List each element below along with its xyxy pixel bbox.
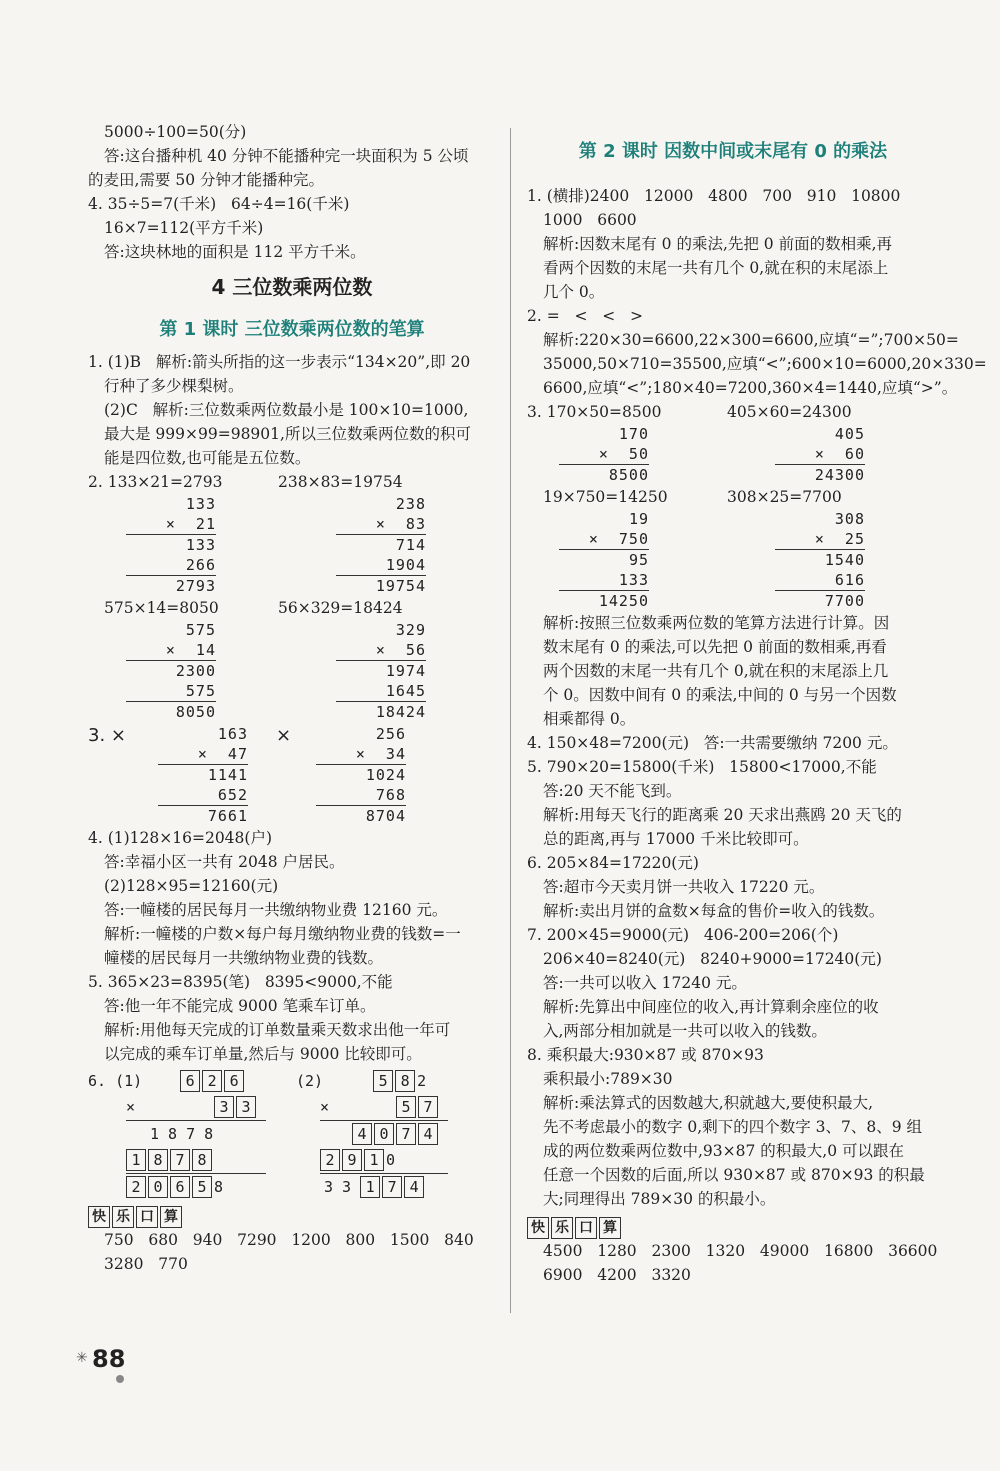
box-puzzle-row: [88, 1068, 496, 1200]
answer-line: 5. 365×23=8395(笔) 8395<9000,不能: [88, 973, 393, 991]
answer-line: 6600,应填“<”;180×40=7200,360×4=1440,应填“>”。: [543, 379, 958, 397]
box-row: [296, 1068, 486, 1094]
digit-box: 8: [148, 1149, 168, 1171]
equation: 405×60=24300: [727, 403, 852, 421]
answer-line: 6. 205×84=17220(元): [527, 854, 699, 872]
answer-line: 5. 790×20=15800(千米) 15800<17000,不能: [527, 758, 877, 776]
calc-line: 7700: [824, 592, 865, 610]
digit-box: 6: [224, 1070, 244, 1092]
tag-char: 算: [599, 1217, 621, 1239]
calc-line: × 750: [559, 529, 649, 550]
digit-box: 0: [374, 1123, 394, 1145]
calc-line: 1974: [385, 662, 426, 680]
tag-char: 口: [136, 1206, 158, 1228]
digit-box: 7: [170, 1149, 190, 1171]
calc-line: 575: [126, 681, 216, 702]
calc-line: 8050: [175, 703, 216, 721]
digit-box: 1: [364, 1149, 384, 1171]
calc-line: × 21: [126, 514, 216, 535]
equation: 308×25=7700: [727, 488, 842, 506]
digit-box: 5: [373, 1070, 393, 1092]
box-row: [126, 1147, 266, 1174]
answer-line: 解析:先算出中间座位的收入,再计算剩余座位的收: [543, 998, 879, 1016]
box-row: 1 8 7 8: [150, 1125, 214, 1143]
answer-line: 1000 6600: [543, 211, 637, 229]
answer-line: 入,两部分相加就是一共可以收入的钱数。: [543, 1022, 827, 1040]
calc-line: 1540: [824, 551, 865, 569]
question-number: 6. (1): [88, 1072, 143, 1090]
answer-line: 750 680 940 7290 1200 800 1500 840: [104, 1231, 474, 1249]
answer-line: 4. 150×48=7200(元) 答:一共需要缴纳 7200 元。: [527, 734, 898, 752]
calc-line: × 25: [775, 529, 865, 550]
answer-line: 206×40=8240(元) 8240+9000=17240(元): [543, 950, 882, 968]
digit-box: 9: [342, 1149, 362, 1171]
equation-row: [527, 485, 939, 509]
calc-line: × 83: [336, 514, 426, 535]
equation: 56×329=18424: [278, 599, 403, 617]
vertical-calc-row: [88, 724, 496, 826]
calc-line: × 56: [336, 640, 426, 661]
digit-box: 4: [404, 1176, 424, 1198]
digit-box: 3: [236, 1096, 256, 1118]
vertical-calculation: [316, 724, 406, 826]
times-sign: ×: [320, 1098, 330, 1116]
answer-line: 解析:按照三位数乘两位数的笔算方法进行计算。因: [543, 614, 890, 632]
box-row: [320, 1094, 448, 1121]
equation: 575×14=8050: [104, 599, 219, 617]
digit: 0: [386, 1151, 396, 1169]
answer-line: 8. 乘积最大:930×87 或 870×93: [527, 1046, 764, 1064]
answer-line: 先不考虑最小的数字 0,剩下的四个数字 3、7、8、9 组: [543, 1118, 923, 1136]
answer-line: 两个因数的末尾一共有几个 0,就在积的末尾添上几: [543, 662, 889, 680]
vertical-calculation: [559, 424, 649, 485]
answer-line: 解析:220×30=6600,22×300=6600,应填“=”;700×50=: [543, 331, 959, 349]
calc-line: 1645: [336, 681, 426, 702]
calc-line: 238: [395, 495, 426, 513]
calc-line: × 47: [158, 744, 248, 765]
answer-line: 大;同理得出 789×30 的积最小。: [543, 1190, 776, 1208]
calc-line: 266: [126, 555, 216, 576]
answer-line: 6900 4200 3320: [543, 1266, 691, 1284]
calc-line: 133: [185, 536, 216, 554]
calc-line: 163: [217, 725, 248, 743]
box-row: [126, 1174, 296, 1200]
vertical-calculation: [126, 494, 216, 596]
answer-line: 个 0。因数中间有 0 的乘法,中间的 0 与另一个因数: [543, 686, 897, 704]
answer-line: 相乘都得 0。: [543, 710, 636, 728]
vertical-calculation: [559, 509, 649, 611]
vertical-calc-row: [106, 494, 496, 596]
digit-box: 3: [214, 1096, 234, 1118]
tag-char: 乐: [112, 1206, 134, 1228]
answer-line: 成的两位数乘两位数中,93×87 的积最大,0 可以跟在: [543, 1142, 905, 1160]
calc-line: 329: [395, 621, 426, 639]
digit-box: 1: [360, 1176, 380, 1198]
equation-row: [88, 596, 496, 620]
wrong-mark: ×: [276, 725, 292, 746]
answer-line: 几个 0。: [543, 283, 605, 301]
calc-line: 18424: [375, 703, 426, 721]
vertical-calc-row: [545, 424, 939, 485]
calc-line: 2793: [175, 577, 216, 595]
digit-box: 1: [126, 1149, 146, 1171]
calc-line: 714: [395, 536, 426, 554]
calc-line: × 60: [775, 444, 865, 465]
answer-line: 4500 1280 2300 1320 49000 16800 36600: [543, 1242, 938, 1260]
calc-line: 405: [834, 425, 865, 443]
digit-box: 4: [418, 1123, 438, 1145]
text-line: 答:这台播种机 40 分钟不能播种完一块面积为 5 公顷: [104, 147, 469, 165]
answer-line: 解析:用他每天完成的订单数量乘天数求出他一年可: [104, 1021, 451, 1039]
calc-line: 19: [628, 510, 649, 528]
page-number: 88: [92, 1345, 126, 1373]
calc-line: 616: [775, 570, 865, 591]
vertical-calc-row: [106, 620, 496, 722]
wrong-mark: 3. ×: [88, 725, 126, 746]
calc-line: 8500: [608, 466, 649, 484]
answer-line: (2)128×95=12160(元): [104, 877, 279, 895]
answer-line: 7. 200×45=9000(元) 406-200=206(个): [527, 926, 839, 944]
kuaile-kousuan-tag: [527, 1217, 621, 1239]
box-puzzle: [88, 1068, 296, 1200]
unit-title: 4 三位数乘两位数: [211, 275, 373, 299]
digit-box: 0: [148, 1176, 168, 1198]
tag-char: 快: [88, 1206, 110, 1228]
calc-line: 8704: [365, 807, 406, 825]
digit-box: 2: [126, 1176, 146, 1198]
answer-line: 最大是 999×99=98901,所以三位数乘两位数的积可: [104, 425, 471, 443]
digit-box: 8: [192, 1149, 212, 1171]
digit-box: 7: [396, 1123, 416, 1145]
star-icon: ✳: [76, 1350, 88, 1366]
answer-line: 答:一幢楼的居民每月一共缴纳物业费 12160 元。: [104, 901, 448, 919]
text-line: 5000÷100=50(分): [104, 123, 247, 141]
calc-line: 308: [834, 510, 865, 528]
right-column: [527, 120, 987, 1287]
digit-box: 2: [320, 1149, 340, 1171]
tag-char: 乐: [551, 1217, 573, 1239]
answer-line: 乘积最小:789×30: [543, 1070, 673, 1088]
box-row: [320, 1147, 448, 1174]
box-row: [324, 1174, 486, 1200]
equation-row: [527, 400, 939, 424]
answer-line: 答:20 天不能飞到。: [543, 782, 682, 800]
digit: 8: [214, 1178, 224, 1196]
answer-line: 答:幸福小区一共有 2048 户居民。: [104, 853, 345, 871]
answer-line: 总的距离,再与 17000 千米比较即可。: [543, 830, 809, 848]
digit-box: 5: [192, 1176, 212, 1198]
calc-line: 256: [375, 725, 406, 743]
answer-line: 解析:一幢楼的户数×每户每月缴纳物业费的钱数=一: [104, 925, 461, 943]
answer-line: 幢楼的居民每月一共缴纳物业费的钱数。: [104, 949, 384, 967]
digit-box: 8: [395, 1070, 415, 1092]
digit: 2: [417, 1072, 427, 1090]
calc-line: 1904: [336, 555, 426, 576]
calc-line: 768: [316, 785, 406, 806]
tag-char: 口: [575, 1217, 597, 1239]
vertical-calculation: [158, 724, 248, 826]
answer-line: 答:超市今天卖月饼一共收入 17220 元。: [543, 878, 825, 896]
calc-line: 7661: [207, 807, 248, 825]
answer-line: 以完成的乘车订单量,然后与 9000 比较即可。: [104, 1045, 422, 1063]
answer-line: 数末尾有 0 的乘法,可以先把 0 前面的数相乘,再看: [543, 638, 887, 656]
equation: 19×750=14250: [543, 488, 668, 506]
answer-line: 3280 770: [104, 1255, 188, 1273]
box-row: [88, 1068, 296, 1094]
equation-row: [88, 470, 496, 494]
calc-line: 24300: [814, 466, 865, 484]
dot-icon: [116, 1375, 124, 1383]
calc-line: × 50: [559, 444, 649, 465]
text-line: 答:这块林地的面积是 112 平方千米。: [104, 243, 366, 261]
vertical-calc-row: [545, 509, 939, 611]
text-line: 的麦田,需要 50 分钟才能播种完。: [88, 171, 325, 189]
box-row: [352, 1121, 486, 1147]
calc-line: 14250: [598, 592, 649, 610]
column-divider: [510, 128, 511, 1313]
equation: 3. 170×50=8500: [527, 403, 662, 421]
vertical-calculation: [126, 620, 216, 722]
answer-line: 任意一个因数的后面,所以 930×87 或 870×93 的积最: [543, 1166, 925, 1184]
equation: 2. 133×21=2793: [88, 473, 223, 491]
calc-line: 2300: [175, 662, 216, 680]
answer-line: 解析:因数末尾有 0 的乘法,先把 0 前面的数相乘,再: [543, 235, 893, 253]
digits: 3 3: [324, 1178, 352, 1196]
calc-line: 575: [185, 621, 216, 639]
calc-line: × 14: [126, 640, 216, 661]
lesson-title: 第 1 课时 三位数乘两位数的笔算: [159, 319, 425, 340]
times-sign: ×: [126, 1098, 136, 1116]
box-row: [126, 1094, 266, 1121]
calc-line: 95: [628, 551, 649, 569]
equation: 238×83=19754: [278, 473, 403, 491]
calc-line: 19754: [375, 577, 426, 595]
vertical-calculation: [775, 424, 865, 485]
calc-line: 170: [618, 425, 649, 443]
tag-char: 算: [160, 1206, 182, 1228]
calc-line: 1141: [207, 766, 248, 784]
digit-box: 5: [396, 1096, 416, 1118]
kuaile-kousuan-tag: [88, 1206, 182, 1228]
box-puzzle: [296, 1068, 486, 1200]
lesson-title: 第 2 课时 因数中间或末尾有 0 的乘法: [578, 141, 888, 162]
calc-line: × 34: [316, 744, 406, 765]
digit-box: 2: [202, 1070, 222, 1092]
answer-line: 行种了多少棵梨树。: [104, 377, 244, 395]
answer-line: (2)C 解析:三位数乘两位数最小是 100×10=1000,: [104, 401, 469, 419]
digit-box: 7: [418, 1096, 438, 1118]
digit-box: 7: [382, 1176, 402, 1198]
answer-line: 看两个因数的末尾一共有几个 0,就在积的末尾添上: [543, 259, 889, 277]
vertical-calculation: [336, 494, 426, 596]
left-column: [88, 120, 496, 1276]
calc-line: 1024: [365, 766, 406, 784]
answer-line: 答:一共可以收入 17240 元。: [543, 974, 747, 992]
answer-line: 35000,50×710=35500,应填“<”;600×10=6000,20×330=: [543, 355, 987, 373]
calc-line: 133: [559, 570, 649, 591]
calc-line: 652: [158, 785, 248, 806]
digit-box: 4: [352, 1123, 372, 1145]
answer-line: 解析:用每天飞行的距离乘 20 天求出燕鸥 20 天飞的: [543, 806, 902, 824]
vertical-calculation: [336, 620, 426, 722]
answer-line: 4. (1)128×16=2048(户): [88, 829, 272, 847]
answer-line: 答:他一年不能完成 9000 笔乘车订单。: [104, 997, 376, 1015]
answer-line: 1. (横排)2400 12000 4800 700 910 10800: [527, 187, 901, 205]
text-line: 4. 35÷5=7(千米) 64÷4=16(千米): [88, 195, 350, 213]
question-number: (2): [296, 1072, 324, 1090]
answer-line: 1. (1)B 解析:箭头所指的这一步表示“134×20”,即 20: [88, 353, 471, 371]
digit-box: 6: [170, 1176, 190, 1198]
text-line: 16×7=112(平方千米): [104, 219, 264, 237]
answer-line: 解析:卖出月饼的盒数×每盒的售价=收入的钱数。: [543, 902, 885, 920]
digit-box: 6: [180, 1070, 200, 1092]
vertical-calculation: [775, 509, 865, 611]
answer-line: 解析:乘法算式的因数越大,积就越大,要使积最大,: [543, 1094, 874, 1112]
tag-char: 快: [527, 1217, 549, 1239]
answer-line: 能是四位数,也可能是五位数。: [104, 449, 311, 467]
calc-line: 133: [185, 495, 216, 513]
answer-line: 2. = < < >: [527, 307, 644, 325]
